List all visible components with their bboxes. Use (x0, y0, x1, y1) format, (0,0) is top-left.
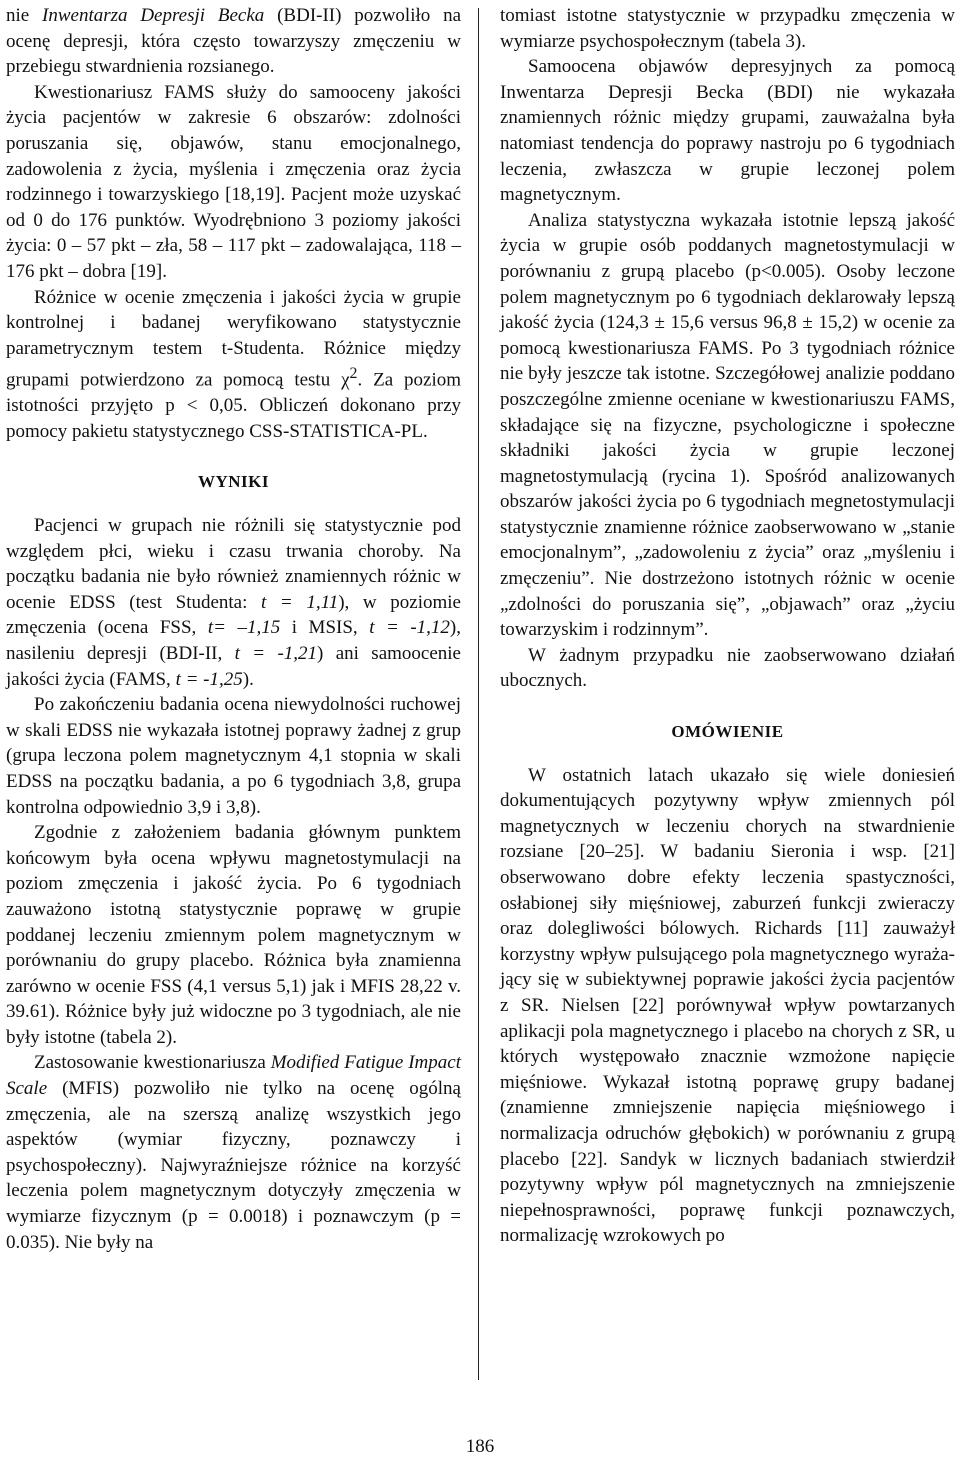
text-run: Różnice w ocenie zmęczenia i jakości życia w grupie kontrolnej i badanej weryfikowano statystycznie parametrycznym testem t-Studenta. Różnice między grupami potwierdzono za pomocą testu χ (6, 286, 461, 391)
text-run: Zastosowanie kwestionariusza (34, 1052, 271, 1074)
italic-stat: t = -1,25 (175, 668, 243, 690)
section-heading-results: WYNIKI (197, 472, 269, 492)
column-divider (478, 8, 479, 1380)
italic-title: Inwentarza Depresji Becka (42, 5, 265, 26)
text-run: Pacjenci w grupach nie różnili się statystycznie pod względem płci, wieku i czasu trwania choroby. Na początku badania nie było również znamiennych różnic w ocenie EDSS (test Studenta: (6, 515, 461, 613)
italic-stat: t= –1,15 (207, 617, 281, 639)
right-column (500, 3, 955, 1249)
paragraph-mfis (6, 1050, 461, 1255)
italic-title: Modified Fatigue Impact Scale (6, 1052, 461, 1100)
paragraph-edss: Po zakończeniu badania ocena niewydolności ruchowej w skali EDSS nie wykazała istotnej poprawy żadnej z grup (grupa leczona polem magnetycznym 4,1 stopnia w skali EDSS na początku badania, a po 6 tygodniach 3,8, grupa kontrolna odpowiednio 3,9 i 3,8). (6, 694, 461, 818)
paragraph-discussion: W ostatnich latach ukazało się wiele doniesień dokumentujących pozytywny wpływ zmiennych pól magnetycznych w leczeniu chorych na stwardnienie rozsiane [20–25]. W badaniu Sieronia i wsp. [21] obserwowano dobre efekty leczenia spastyczności, osłabionej siły mięśniowej, zaburzeń funkcji zwieraczy oraz dolegliwości bólowych. Richards [11] zauważył korzystny wpływ pulsującego pola magnetycznego wyrażający się w subiektywnej poprawie jakości życia pacjentów z SR. Nielsen [22] porównywał wpływ powtarzanych aplikacji pola magnetycznego i placebo na chorych z SR, u których występowało znacznie wzmożone napięcie mięśniowe. Wykazał istotną poprawę grupy badanej (znamienne zmniejszenie napięcia mięśniowego i normalizacja odruchów głębokich) w porównaniu z grupą placebo [22]. Sandyk w licznych badaniach stwierdził pozytywny wpływ pól magnetycznych na zmniejszenie niepełnosprawności, poprawę funkcji poznawczych, normalizację wzrokowych po (500, 764, 955, 1247)
paragraph-endpoint: Zgodnie z założeniem badania głównym punktem końcowym była ocena wpływu magnetostymulacji na poziom zmęczenia i jakość życia. Po 6 tygodniach zauważono istotną statystycznie poprawę w grupie poddanej leczeniu zmiennym polem magnetycznym w porównaniu do grupy placebo. Różnica była znamienna zarówno w ocenie FSS (4,1 versus 5,1) jak i MFIS 28,22 v. 39.61). Różnice były już widoczne po 3 tygodniach, ale nie były istotne (tabela 2). (6, 822, 461, 1048)
paragraph-groups (6, 513, 461, 692)
text-run: nie (6, 5, 43, 26)
text-run: (MFIS) pozwoliło nie tylko na ocenę ogólną zmęczenia, ale na szerszą analizę wszystkich jego aspektów (wymiar fizyczny, poznawczy i psychospołeczny). Najwyraźniejsze różnice na korzyść leczenia polem magnetycznym dotyczyły zmęczenia w wymiarze fizycznym (p = 0.0018) i poznawczym (p = 0.035). Nie były na (6, 1078, 461, 1253)
text-run: ). (242, 668, 254, 690)
paragraph-bdi-results: Samoocena objawów depresyjnych za pomocą Inwentarza Depresji Becka (BDI) nie wykazała znamiennych różnic między grupami, zauważalna była natomiast tendencja do poprawy nastroju po 6 tygodniach leczenia, zwłaszcza w grupie leczonej polem magnetycznym. (500, 56, 955, 206)
paragraph-statistics (6, 285, 461, 445)
paragraph-bdi (6, 3, 461, 80)
text-run: i MSIS, (280, 617, 370, 639)
paragraph-fams: Kwestionariusz FAMS służy do samooceny jakości życia pacjentów w zakresie 6 obszarów: zdolności poruszania się, objawów, stanu emocjonalnego, zadowolenia z życia, myślenia i zmęczenia oraz życia rodzinnego i towarzyskiego [18,19]. Pacjent może uzyskać od 0 do 176 punktów. Wyodrębniono 3 poziomy jakości życia: 0 – 57 pkt – zła, 58 – 117 pkt – zadowalająca, 118 – 176 pkt – dobra [19]. (6, 81, 461, 282)
italic-stat: t = 1,11 (261, 591, 339, 613)
italic-stat: t = -1,12 (369, 617, 450, 639)
left-column (6, 3, 461, 1255)
paragraph-quality-of-life: Analiza statystyczna wykazała istotnie lepszą jakość życia w grupie osób poddanych magnetostymulacji w porównaniu z grupą placebo (p<0.005). Osoby leczone polem magnetycznym po 6 tygodniach deklarowały lepszą jakość życia (124,3 ± 15,6 versus 96,8 ± 15,2) w ocenie za pomocą kwestionariusza FAMS. Po 3 tygodniach różnice nie były jeszcze tak istotne. Szczegółowej analizie poddano poszczególne zmienne oceniane w kwestionariuszu FAMS, składające się na fizyczne, psychologiczne i społeczne składniki jakości życia w grupie leczonej magnetostymulacją (rycina 1). Spośród analizowanych obszarów jakości życia po 6 tygodniach megnetostymulacji statystycznie znamienne różnice zaobserwowano w „stanie emocjonalnym”, „zadowoleniu z życia” oraz „myśleniu i zmęczeniu”. Nie dostrzeżono istotnych różnic w ocenie „zdolności do poruszania się”, „objawach” oraz „życiu towarzyskim i rodzinnym”. (500, 209, 955, 641)
italic-stat: t = -1,21 (234, 642, 318, 664)
text-run: (BDI-II) pozwoliło na ocenę depresji, która często towarzyszy zmęczeniu w przebiegu stwardnienia rozsianego. (6, 5, 462, 78)
text-run: ) ani samoocenie jakości życia (FAMS, (6, 642, 461, 690)
paragraph-side-effects: W żadnym przypadku nie zaobserwowano działań ubocznych. (500, 644, 955, 692)
superscript: 2 (349, 365, 358, 383)
paragraph-continuation: tomiast istotne statystycznie w przypadku zmęczenia w wymiarze psychospołecznym (tabela 3). (500, 5, 955, 52)
text-run: ), w poziomie zmęczenia (ocena FSS, (6, 591, 461, 639)
page-number: 186 (465, 1436, 495, 1457)
section-heading-discussion: OMÓWIENIE (671, 722, 784, 742)
text-run: . Za poziom istotności przyjęto p < 0,05. Obliczeń dokonano przy pomocy pakietu statystycznego CSS-STATISTICA-PL. (6, 369, 461, 442)
text-run: ), nasileniu depresji (BDI-II, (6, 617, 461, 664)
